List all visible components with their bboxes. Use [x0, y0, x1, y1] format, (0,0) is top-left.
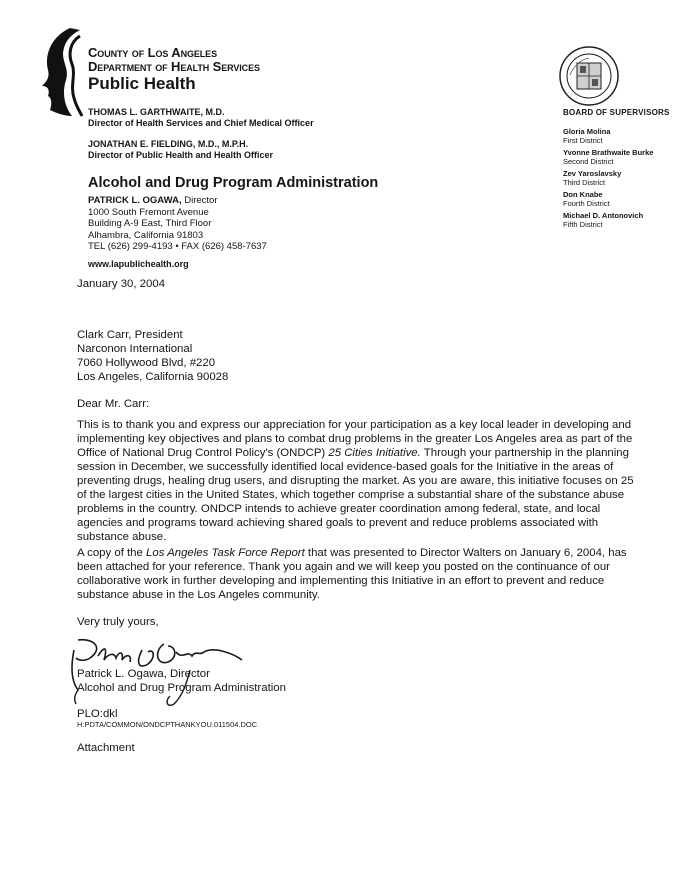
- supervisor-entry: [563, 148, 653, 166]
- officer-name: THOMAS L. GARTHWAITE, M.D.: [88, 107, 225, 117]
- county-seal-icon: [558, 45, 620, 107]
- enclosure-note: Attachment: [77, 742, 135, 754]
- letter-date: January 30, 2004: [77, 278, 166, 290]
- paragraph-text: A copy of the: [77, 547, 147, 559]
- recipient-address: [77, 328, 228, 384]
- initiative-name: 25 Cities Initiative.: [328, 447, 421, 459]
- county-profile-logo-icon: [40, 26, 84, 118]
- supervisor-entry: [563, 127, 611, 145]
- recipient-line: Los Angeles, California 90028: [77, 371, 229, 383]
- supervisor-district: Second District: [563, 157, 614, 166]
- paragraph-text: that was presented to Director Walters on January 6, 2004, has been attached for your reference. Thank you again and we will keep you posted on the continuance of our collaborative work in further developing and implementing this Initiative in an effort to prevent and reduce substance abuse in the Los Angeles community.: [77, 547, 627, 601]
- signer-org: Alcohol and Drug Program Administration: [77, 682, 286, 694]
- officer-title: Director of Health Services and Chief Medical Officer: [88, 118, 314, 128]
- website-link[interactable]: www.lapublichealth.org: [88, 259, 189, 269]
- board-title: BOARD OF SUPERVISORS: [563, 108, 670, 117]
- officer-block-2: [88, 139, 273, 161]
- paragraph-2: [77, 546, 637, 602]
- county-line-2: Department of Health Services: [88, 59, 260, 74]
- supervisor-entry: [563, 190, 610, 208]
- report-title: Los Angeles Task Force Report: [146, 547, 305, 559]
- paragraph-text: This is to thank you and express our appreciation for your participation as a key local leader in developing and implementing key objectives and plans to combat drug problems in the greater Los Angeles area as part of the Office of National Drug Control Policy's (ONDCP): [77, 419, 633, 459]
- supervisor-entry: [563, 169, 621, 187]
- program-title: Alcohol and Drug Program Administration: [88, 175, 379, 191]
- paragraph-text: Through your partnership in the planning session in December, we successfully identified local evidence-based goals for the Initiative in the areas of preventing drugs, healing drug users, and disrupting the market. As you are aware, this initiative focuses on 25 of the largest cities in the United States, which together comprise a substantial share of the substance abuse problems in the country. ONDCP intends to achieve greater coordination among federal, state, and local agencies and programs toward achieving shared goals to prevent and reduce problems associated with substance abuse.: [77, 447, 634, 543]
- supervisor-name: Don Knabe: [563, 190, 603, 199]
- phone-fax: TEL (626) 299-4193 • FAX (626) 458-7637: [88, 241, 267, 252]
- director-name: PATRICK L. OGAWA,: [88, 195, 182, 206]
- address-line: Building A-9 East, Third Floor: [88, 218, 212, 229]
- salutation: Dear Mr. Carr:: [77, 398, 150, 410]
- signer-name: Patrick L. Ogawa, Director: [77, 668, 210, 680]
- supervisor-district: Fourth District: [563, 199, 610, 208]
- supervisor-name: Gloria Molina: [563, 127, 611, 136]
- paragraph-1: [77, 418, 637, 544]
- supervisor-name: Yvonne Brathwaite Burke: [563, 148, 654, 157]
- recipient-line: Narconon International: [77, 343, 193, 355]
- supervisor-district: Third District: [563, 178, 606, 187]
- reference-initials: PLO:dkl: [77, 708, 118, 720]
- director-title: Director: [181, 195, 218, 206]
- program-address: [88, 195, 267, 253]
- supervisor-entry: [563, 211, 643, 229]
- closing: Very truly yours,: [77, 616, 159, 628]
- signer-block: [77, 667, 286, 695]
- address-line: Alhambra, California 91803: [88, 229, 204, 241]
- officer-block-1: [88, 107, 314, 129]
- public-health-title: Public Health: [88, 74, 196, 93]
- county-line-1: County of Los Angeles: [88, 45, 217, 60]
- address-line: 1000 South Fremont Avenue: [88, 206, 209, 218]
- supervisor-name: Michael D. Antonovich: [563, 211, 644, 220]
- recipient-line: 7060 Hollywood Blvd, #220: [77, 357, 216, 369]
- recipient-line: Clark Carr, President: [77, 329, 183, 341]
- supervisor-name: Zev Yaroslavsky: [563, 169, 622, 178]
- file-path: H:PDTA/COMMON/ONDCPTHANKYOU.011504.DOC: [77, 720, 258, 729]
- supervisor-district: First District: [563, 136, 603, 145]
- officer-title: Director of Public Health and Health Officer: [88, 150, 274, 160]
- officer-name: JONATHAN E. FIELDING, M.D., M.P.H.: [88, 139, 249, 149]
- supervisor-district: Fifth District: [563, 220, 603, 229]
- county-name: [88, 46, 260, 74]
- director-line: [88, 195, 267, 207]
